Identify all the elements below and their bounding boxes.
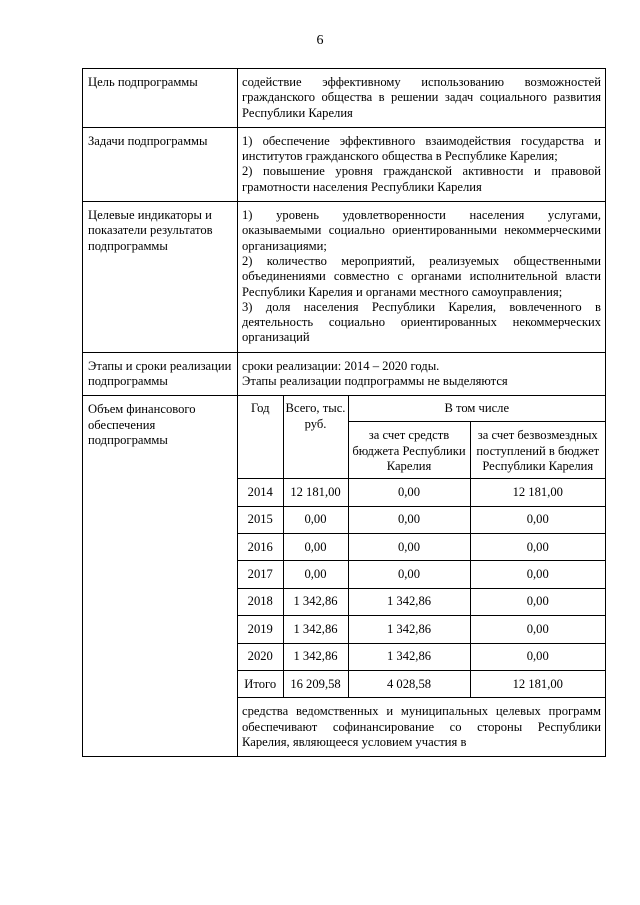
total-cell: 0,00 xyxy=(283,561,348,588)
budget-cell: 0,00 xyxy=(348,534,470,561)
year-cell: 2017 xyxy=(238,561,283,588)
budget-cell: 0,00 xyxy=(348,561,470,588)
tasks-text xyxy=(238,127,606,201)
stage-item: Этапы реализации подпрограммы не выделяются xyxy=(242,374,508,389)
indicators-text xyxy=(238,202,606,353)
finance-data-row xyxy=(238,479,605,506)
total-cell: 12 181,00 xyxy=(283,479,348,506)
indicators-label: Целевые индикаторы и показатели результатов подпрограммы xyxy=(83,202,238,353)
year-cell: 2016 xyxy=(238,534,283,561)
free-cell: 0,00 xyxy=(470,643,605,670)
indicator-item: 3) доля населения Республики Карелия, вовлеченного в деятельность социально ориентированных некоммерческих организаций xyxy=(242,299,601,345)
budget-cell: 1 342,86 xyxy=(348,588,470,615)
finance-data-row xyxy=(238,506,605,533)
year-cell: Итого xyxy=(238,670,283,697)
finance-cell xyxy=(238,396,606,757)
budget-cell: 1 342,86 xyxy=(348,643,470,670)
goal-text: содействие эффективному использованию возможностей гражданского общества в решении задач социального развития Республики Карелия xyxy=(238,69,606,128)
finance-data-row xyxy=(238,534,605,561)
finance-data-row xyxy=(238,616,605,643)
year-cell: 2018 xyxy=(238,588,283,615)
task-item: 2) повышение уровня гражданской активности и правовой грамотности населения Республики Карелия xyxy=(242,164,601,194)
goal-label: Цель подпрограммы xyxy=(83,69,238,128)
year-header: Год xyxy=(238,396,283,478)
total-cell: 0,00 xyxy=(283,534,348,561)
total-cell: 1 342,86 xyxy=(283,588,348,615)
task-item: 1) обеспечение эффективного взаимодействия государства и институтов гражданского общества в Республике Карелия; xyxy=(242,133,601,164)
free-cell: 0,00 xyxy=(470,534,605,561)
indicator-item: 2) количество мероприятий, реализуемых общественными объединениями совместно с органами исполнительной власти Республики Карелия и органами местного самоуправления; xyxy=(242,253,601,299)
free-cell: 0,00 xyxy=(470,506,605,533)
free-cell: 12 181,00 xyxy=(470,479,605,506)
total-header: Всего, тыс. руб. xyxy=(283,396,348,478)
year-cell: 2015 xyxy=(238,506,283,533)
finance-data-row xyxy=(238,561,605,588)
total-cell: 0,00 xyxy=(283,506,348,533)
total-cell: 16 209,58 xyxy=(283,670,348,697)
finance-row xyxy=(83,396,606,757)
budget-cell: 0,00 xyxy=(348,479,470,506)
including-header: В том числе xyxy=(348,396,605,422)
free-header: за счет безвозмездных поступлений в бюджет Республики Карелия xyxy=(470,422,605,479)
finance-data-row xyxy=(238,643,605,670)
goal-row xyxy=(83,69,606,128)
finance-table xyxy=(238,396,605,698)
total-cell: 1 342,86 xyxy=(283,616,348,643)
finance-label: Объем финансового обеспечения подпрограммы xyxy=(83,396,238,757)
budget-cell: 4 028,58 xyxy=(348,670,470,697)
finance-data-row xyxy=(238,588,605,615)
tasks-row xyxy=(83,127,606,201)
budget-cell: 1 342,86 xyxy=(348,616,470,643)
total-cell: 1 342,86 xyxy=(283,643,348,670)
stages-label: Этапы и сроки реализации подпрограммы xyxy=(83,352,238,396)
stages-text xyxy=(238,352,606,396)
page-number: 6 xyxy=(316,33,324,48)
year-cell: 2014 xyxy=(238,479,283,506)
stages-row xyxy=(83,352,606,396)
finance-total-row xyxy=(238,670,605,697)
budget-header: за счет средств бюджета Республики Карелия xyxy=(348,422,470,479)
year-cell: 2020 xyxy=(238,643,283,670)
free-cell: 0,00 xyxy=(470,588,605,615)
stage-item: сроки реализации: 2014 – 2020 годы. xyxy=(242,358,440,373)
passport-table xyxy=(82,68,606,757)
free-cell: 12 181,00 xyxy=(470,670,605,697)
free-cell: 0,00 xyxy=(470,616,605,643)
free-cell: 0,00 xyxy=(470,561,605,588)
indicators-row xyxy=(83,202,606,353)
year-cell: 2019 xyxy=(238,616,283,643)
finance-note: средства ведомственных и муниципальных целевых программ обеспечивают софинансирование со стороны Республики Карелия, являющееся условием участия в xyxy=(242,704,601,749)
tasks-label: Задачи подпрограммы xyxy=(83,127,238,201)
budget-cell: 0,00 xyxy=(348,506,470,533)
indicator-item: 1) уровень удовлетворенности населения услугами, оказываемыми социально ориентированными некоммерческими организациями; xyxy=(242,208,601,253)
